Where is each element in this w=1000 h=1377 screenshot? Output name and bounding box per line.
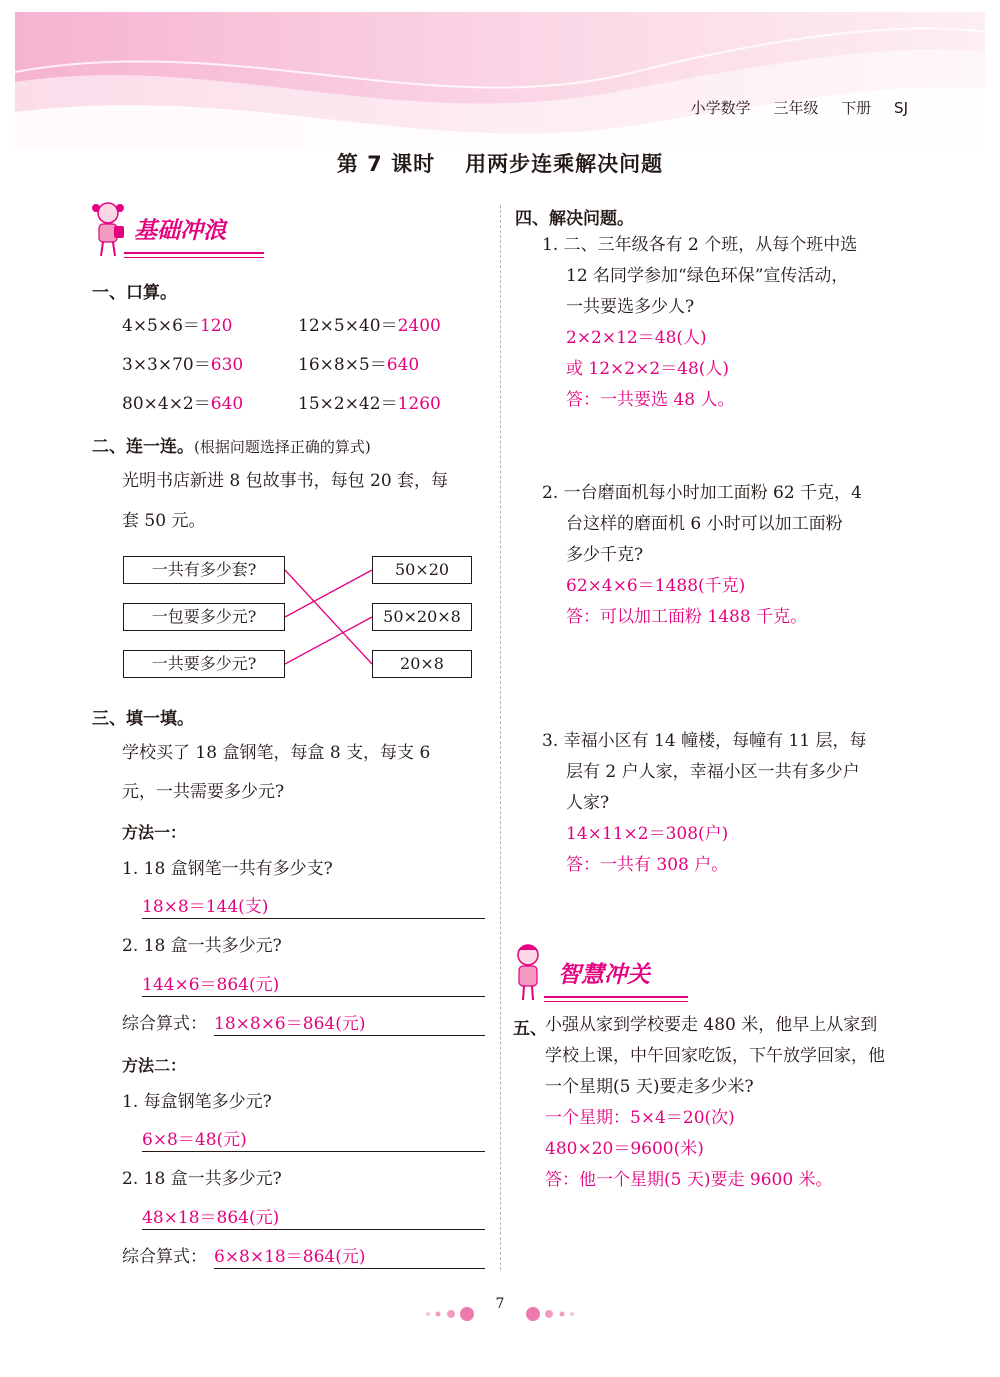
q4-p1-text: 1. 二、三年级各有 2 个班，从每个班中选 — [542, 235, 858, 255]
match-left-box[interactable]: 一共有多少套? — [123, 556, 285, 584]
header-wave-decoration — [15, 12, 985, 150]
combined-answer-field[interactable]: 18×8×6＝864(元) — [214, 1013, 485, 1036]
q3-sub-question: 2. 18 盒一共多少元? — [122, 1169, 282, 1189]
q2-text: 套 50 元。 — [122, 511, 206, 531]
match-right-box[interactable]: 20×8 — [372, 650, 472, 678]
q4-p1-text: 一共要选多少人? — [566, 297, 695, 317]
q4-heading: 四、解决问题。 — [515, 209, 634, 229]
q3-answer-field[interactable]: 144×6＝864(元) — [142, 974, 485, 997]
q2-heading: 二、连一连。 — [92, 437, 194, 457]
q4-p3-text: 人家? — [566, 793, 610, 813]
subject-label: 小学数学 — [690, 99, 751, 117]
combined-label: 综合算式： — [122, 1247, 207, 1267]
q3-answer-field[interactable]: 48×18＝864(元) — [142, 1207, 485, 1230]
q3-text: 学校买了 18 盒钢笔，每盒 8 支，每支 6 — [122, 743, 431, 763]
q3-heading: 三、填一填。 — [92, 709, 194, 729]
header-banner — [15, 12, 985, 150]
method-one-label: 方法一： — [122, 823, 187, 842]
q4-p1-answer: 2×2×12＝48(人) — [566, 328, 707, 348]
q4-p2-answer: 62×4×6＝1488(千克) — [566, 576, 746, 596]
q5-answer: 480×20＝9600(米) — [545, 1139, 704, 1159]
q4-p2-text: 台这样的磨面机 6 小时可以加工面粉 — [566, 514, 843, 534]
q4-p1-text: 12 名同学参加“绿色环保”宣传活动， — [566, 266, 849, 286]
q1-item: 3×3×70＝630 — [122, 355, 244, 375]
q4-p2-text: 2. 一台磨面机每小时加工面粉 62 千克，4 — [542, 483, 862, 503]
q2-text: 光明书店新进 8 包故事书，每包 20 套，每 — [122, 471, 449, 491]
q4-p3-text: 层有 2 户人家，幸福小区一共有多少户 — [566, 762, 860, 782]
q4-p2-answer: 答：可以加工面粉 1488 千克。 — [566, 607, 808, 627]
q3-sub-question: 2. 18 盒一共多少元? — [122, 936, 282, 956]
page-number: 7 — [495, 1296, 505, 1312]
match-left-box[interactable]: 一包要多少元? — [123, 603, 285, 631]
book-info — [673, 97, 908, 118]
q4-p3-text: 3. 幸福小区有 14 幢楼，每幢有 11 层，每 — [542, 731, 867, 751]
section-wisdom-banner — [510, 942, 690, 1004]
q5-answer: 一个星期：5×4＝20(次) — [545, 1108, 735, 1128]
q1-heading: 一、口算。 — [92, 283, 177, 303]
combined-label: 综合算式： — [122, 1014, 207, 1034]
match-line — [285, 570, 372, 664]
column-divider — [500, 205, 501, 1270]
lesson-title — [0, 148, 1000, 178]
q1-item: 16×8×5＝640 — [298, 355, 420, 375]
q3-sub-question: 1. 每盒钢笔多少元? — [122, 1092, 272, 1112]
banner-underline — [544, 1001, 688, 1002]
lesson-number: 第 7 课时 — [336, 152, 436, 176]
q4-p1-answer: 或 12×2×2＝48(人) — [566, 359, 730, 379]
q1-item: 4×5×6＝120 — [122, 316, 233, 336]
volume-label: 下册 — [841, 99, 872, 117]
match-left-box[interactable]: 一共要多少元? — [123, 650, 285, 678]
banner-underline — [124, 252, 264, 254]
q3-answer-field[interactable]: 18×8＝144(支) — [142, 896, 485, 919]
q1-item: 12×5×40＝2400 — [298, 316, 441, 336]
q1-item: 80×4×2＝640 — [122, 394, 244, 414]
q1-item: 15×2×42＝1260 — [298, 394, 441, 414]
q5-heading: 五、 — [513, 1019, 547, 1039]
q2-note: (根据问题选择正确的算式) — [194, 438, 371, 456]
student-icon — [510, 942, 546, 1002]
q5-answer: 答：他一个星期(5 天)要走 9600 米。 — [545, 1170, 833, 1190]
match-lines — [285, 556, 373, 680]
match-line — [285, 617, 372, 664]
match-right-box[interactable]: 50×20×8 — [372, 603, 472, 631]
q5-text: 一个星期(5 天)要走多少米? — [545, 1077, 754, 1097]
q4-p3-answer: 14×11×2＝308(户) — [566, 824, 729, 844]
combined-answer-field[interactable]: 6×8×18＝864(元) — [214, 1246, 485, 1269]
q4-p3-answer: 答：一共有 308 户。 — [566, 855, 729, 875]
section-basic-banner — [88, 200, 268, 262]
banner-underline — [544, 996, 688, 998]
q4-p2-text: 多少千克? — [566, 545, 644, 565]
q3-answer-field[interactable]: 6×8＝48(元) — [142, 1129, 485, 1152]
q3-sub-question: 1. 18 盒钢笔一共有多少支? — [122, 859, 333, 879]
q4-p1-answer: 答：一共要选 48 人。 — [566, 390, 735, 410]
girl-icon — [88, 200, 128, 258]
q5-text: 小强从家到学校要走 480 米，他早上从家到 — [545, 1015, 878, 1035]
lesson-name: 用两步连乘解决问题 — [465, 152, 664, 176]
section-basic-title: 基础冲浪 — [134, 218, 226, 244]
banner-underline — [124, 257, 264, 258]
method-two-label: 方法二： — [122, 1056, 187, 1075]
q2-heading-row — [92, 432, 371, 458]
grade-label: 三年级 — [773, 99, 819, 117]
q3-text: 元，一共需要多少元? — [122, 782, 285, 802]
edition-label: SJ — [894, 99, 908, 117]
section-wisdom-title: 智慧冲关 — [558, 962, 650, 988]
match-right-box[interactable]: 50×20 — [372, 556, 472, 584]
q5-text: 学校上课，中午回家吃饭，下午放学回家，他 — [545, 1046, 885, 1066]
match-line — [285, 570, 372, 617]
